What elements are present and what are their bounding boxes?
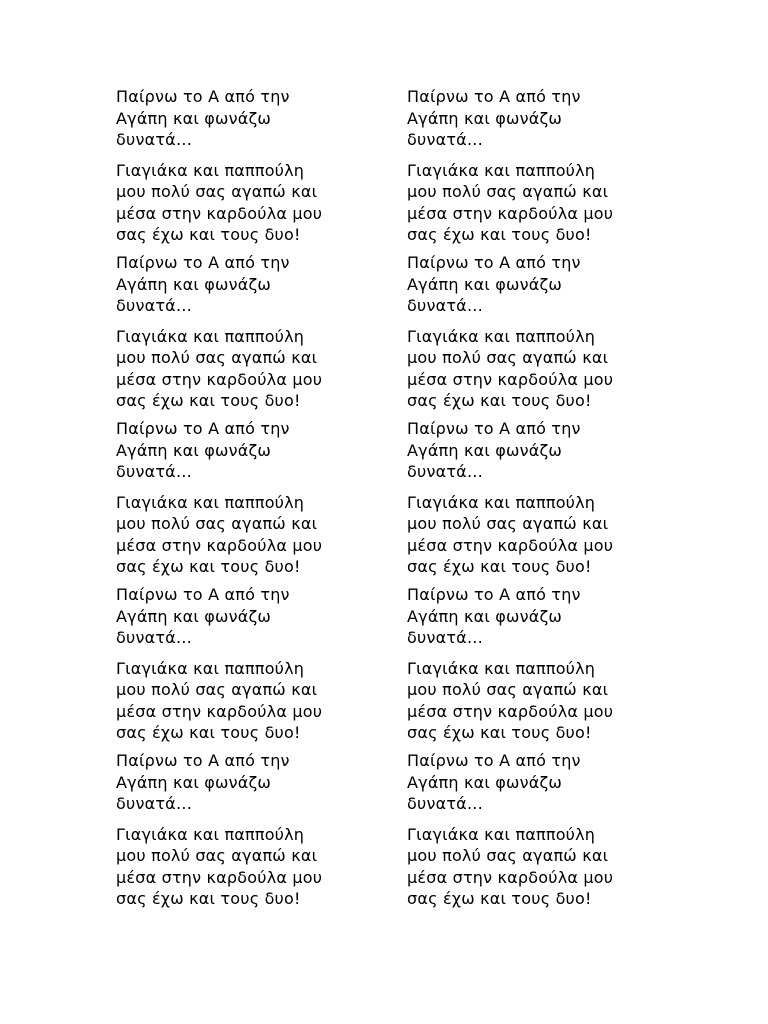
intro-stanza bbox=[407, 418, 657, 483]
text-line: σας έχω και τους δυο! bbox=[116, 557, 301, 576]
text-line: μου πολύ σας αγαπώ και bbox=[116, 846, 318, 865]
text-line: Γιαγιάκα και παππούλη bbox=[407, 492, 596, 512]
text-line: μέσα στην καρδούλα μου bbox=[407, 535, 614, 555]
text-line: Γιαγιάκα και παππούλη bbox=[116, 658, 305, 678]
text-line: δυνατά… bbox=[407, 130, 484, 149]
text-line: Γιαγιάκα και παππούλη bbox=[407, 160, 596, 180]
text-line: σας έχω και τους δυο! bbox=[407, 723, 592, 742]
text-line: μου πολύ σας αγαπώ και bbox=[407, 182, 609, 201]
text-line: μέσα στην καρδούλα μου bbox=[407, 701, 614, 721]
text-line: μέσα στην καρδούλα μου bbox=[116, 535, 323, 555]
text-line: Αγάπη και φωνάζω bbox=[116, 772, 272, 792]
text-line: Αγάπη και φωνάζω bbox=[407, 440, 563, 460]
intro-stanza bbox=[116, 252, 366, 317]
text-line: Παίρνω το Α από την bbox=[407, 751, 581, 770]
text-line: Αγάπη και φωνάζω bbox=[407, 108, 563, 128]
text-line: Αγάπη και φωνάζω bbox=[407, 606, 563, 626]
intro-stanza bbox=[407, 86, 657, 151]
text-line: Παίρνω το Α από την bbox=[116, 253, 290, 272]
right-column bbox=[407, 86, 657, 916]
text-line: σας έχω και τους δυο! bbox=[407, 391, 592, 410]
verse-stanza bbox=[407, 492, 657, 578]
text-line: Παίρνω το Α από την bbox=[407, 253, 581, 272]
text-line: σας έχω και τους δυο! bbox=[407, 225, 592, 244]
verse-stanza bbox=[116, 658, 366, 744]
text-line: Γιαγιάκα και παππούλη bbox=[407, 326, 596, 346]
intro-stanza bbox=[407, 252, 657, 317]
text-line: Αγάπη και φωνάζω bbox=[407, 274, 563, 294]
text-line: μέσα στην καρδούλα μου bbox=[116, 369, 323, 389]
text-line: σας έχω και τους δυο! bbox=[116, 391, 301, 410]
text-line: μου πολύ σας αγαπώ και bbox=[407, 680, 609, 699]
text-line: σας έχω και τους δυο! bbox=[407, 557, 592, 576]
text-line: μέσα στην καρδούλα μου bbox=[407, 369, 614, 389]
text-line: Αγάπη και φωνάζω bbox=[407, 772, 563, 792]
left-column bbox=[116, 86, 366, 916]
text-line: σας έχω και τους δυο! bbox=[407, 889, 592, 908]
verse-stanza bbox=[407, 326, 657, 412]
text-line: Αγάπη και φωνάζω bbox=[116, 440, 272, 460]
text-line: Παίρνω το Α από την bbox=[116, 87, 290, 106]
text-line: σας έχω και τους δυο! bbox=[116, 889, 301, 908]
text-line: σας έχω και τους δυο! bbox=[116, 225, 301, 244]
intro-stanza bbox=[116, 750, 366, 815]
verse-stanza bbox=[116, 824, 366, 910]
text-line: Γιαγιάκα και παππούλη bbox=[407, 824, 596, 844]
text-line: μέσα στην καρδούλα μου bbox=[116, 701, 323, 721]
text-line: σας έχω και τους δυο! bbox=[116, 723, 301, 742]
verse-stanza bbox=[116, 160, 366, 246]
text-line: Αγάπη και φωνάζω bbox=[116, 274, 272, 294]
text-line: Γιαγιάκα και παππούλη bbox=[116, 824, 305, 844]
verse-stanza bbox=[407, 160, 657, 246]
text-line: δυνατά… bbox=[407, 628, 484, 647]
text-line: μου πολύ σας αγαπώ και bbox=[116, 182, 318, 201]
text-line: μου πολύ σας αγαπώ και bbox=[116, 680, 318, 699]
text-line: μέσα στην καρδούλα μου bbox=[116, 867, 323, 887]
text-line: Παίρνω το Α από την bbox=[407, 87, 581, 106]
text-line: Παίρνω το Α από την bbox=[116, 585, 290, 604]
intro-stanza bbox=[407, 750, 657, 815]
verse-stanza bbox=[116, 326, 366, 412]
text-line: Παίρνω το Α από την bbox=[116, 419, 290, 438]
verse-stanza bbox=[407, 824, 657, 910]
verse-stanza bbox=[407, 658, 657, 744]
text-line: δυνατά… bbox=[116, 794, 193, 813]
text-line: δυνατά… bbox=[407, 296, 484, 315]
text-line: μου πολύ σας αγαπώ και bbox=[116, 348, 318, 367]
text-line: Παίρνω το Α από την bbox=[407, 419, 581, 438]
intro-stanza bbox=[407, 584, 657, 649]
text-line: δυνατά… bbox=[116, 628, 193, 647]
text-line: μου πολύ σας αγαπώ και bbox=[407, 514, 609, 533]
text-line: Αγάπη και φωνάζω bbox=[116, 108, 272, 128]
text-line: μου πολύ σας αγαπώ και bbox=[407, 846, 609, 865]
intro-stanza bbox=[116, 86, 366, 151]
text-line: Γιαγιάκα και παππούλη bbox=[116, 326, 305, 346]
text-line: μέσα στην καρδούλα μου bbox=[407, 203, 614, 223]
verse-stanza bbox=[116, 492, 366, 578]
text-line: δυνατά… bbox=[407, 794, 484, 813]
text-line: Αγάπη και φωνάζω bbox=[116, 606, 272, 626]
text-line: μέσα στην καρδούλα μου bbox=[116, 203, 323, 223]
text-line: δυνατά… bbox=[116, 462, 193, 481]
text-line: δυνατά… bbox=[116, 296, 193, 315]
text-line: Γιαγιάκα και παππούλη bbox=[407, 658, 596, 678]
text-line: μέσα στην καρδούλα μου bbox=[407, 867, 614, 887]
text-line: μου πολύ σας αγαπώ και bbox=[407, 348, 609, 367]
text-line: Παίρνω το Α από την bbox=[116, 751, 290, 770]
intro-stanza bbox=[116, 584, 366, 649]
text-line: Παίρνω το Α από την bbox=[407, 585, 581, 604]
text-line: δυνατά… bbox=[116, 130, 193, 149]
intro-stanza bbox=[116, 418, 366, 483]
text-line: δυνατά… bbox=[407, 462, 484, 481]
text-line: Γιαγιάκα και παππούλη bbox=[116, 492, 305, 512]
text-line: Γιαγιάκα και παππούλη bbox=[116, 160, 305, 180]
text-line: μου πολύ σας αγαπώ και bbox=[116, 514, 318, 533]
